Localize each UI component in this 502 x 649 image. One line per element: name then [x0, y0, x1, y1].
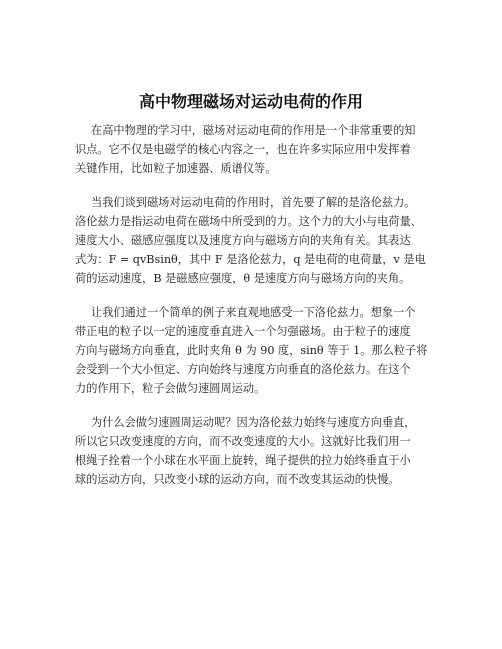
paragraph-line: 让我们通过一个简单的例子来直观地感受一下洛伦兹力。想象一个 [91, 306, 416, 319]
paragraph-line: 方向与磁场方向垂直，此时夹角 θ 为 90 度，sinθ 等于 1。那么粒子将 [75, 344, 428, 357]
paragraph-line: 荷的运动速度，B 是磁感应强度，θ 是速度方向与磁场方向的夹角。 [75, 272, 411, 285]
paragraph-line: 识点。它不仅是电磁学的核心内容之一，也在许多实际应用中发挥着 [75, 143, 411, 156]
paragraph-line: 当我们谈到磁场对运动电荷的作用时，首先要了解的是洛伦兹力。 [91, 196, 416, 209]
paragraph-line: 关键作用，比如粒子加速器、质谱仪等。 [75, 162, 277, 175]
paragraph-line: 式为：F = qvBsinθ，其中 F 是洛伦兹力，q 是电荷的电荷量，v 是电 [75, 253, 426, 266]
paragraph-line: 球的运动方向，只改变小球的运动方向，而不改变其运动的快慢。 [75, 473, 400, 486]
paragraph-line: 为什么会做匀速圆周运动呢？因为洛伦兹力始终与速度方向垂直， [91, 416, 416, 429]
paragraph-line: 根绳子拴着一个小球在水平面上旋转，绳子提供的拉力始终垂直于小 [75, 454, 411, 467]
paragraph-line: 速度大小、磁感应强度以及速度方向与磁场方向的夹角有关。其表达 [75, 234, 411, 247]
paragraph-line: 在高中物理的学习中，磁场对运动电荷的作用是一个非常重要的知 [91, 124, 416, 137]
paragraph-line: 带正电的粒子以一定的速度垂直进入一个匀强磁场。由于粒子的速度 [75, 325, 411, 338]
paragraph-line: 洛伦兹力是指运动电荷在磁场中所受到的力。这个力的大小与电荷量、 [75, 215, 422, 228]
paragraph-line: 会受到一个大小恒定、方向始终与速度方向垂直的洛伦兹力。在这个 [75, 363, 411, 376]
paragraph-line: 所以它只改变速度的方向，而不改变速度的大小。这就好比我们用一 [75, 435, 411, 448]
paragraph-line: 力的作用下，粒子会做匀速圆周运动。 [75, 382, 266, 395]
document-title: 高中物理磁场对运动电荷的作用 [138, 92, 363, 111]
